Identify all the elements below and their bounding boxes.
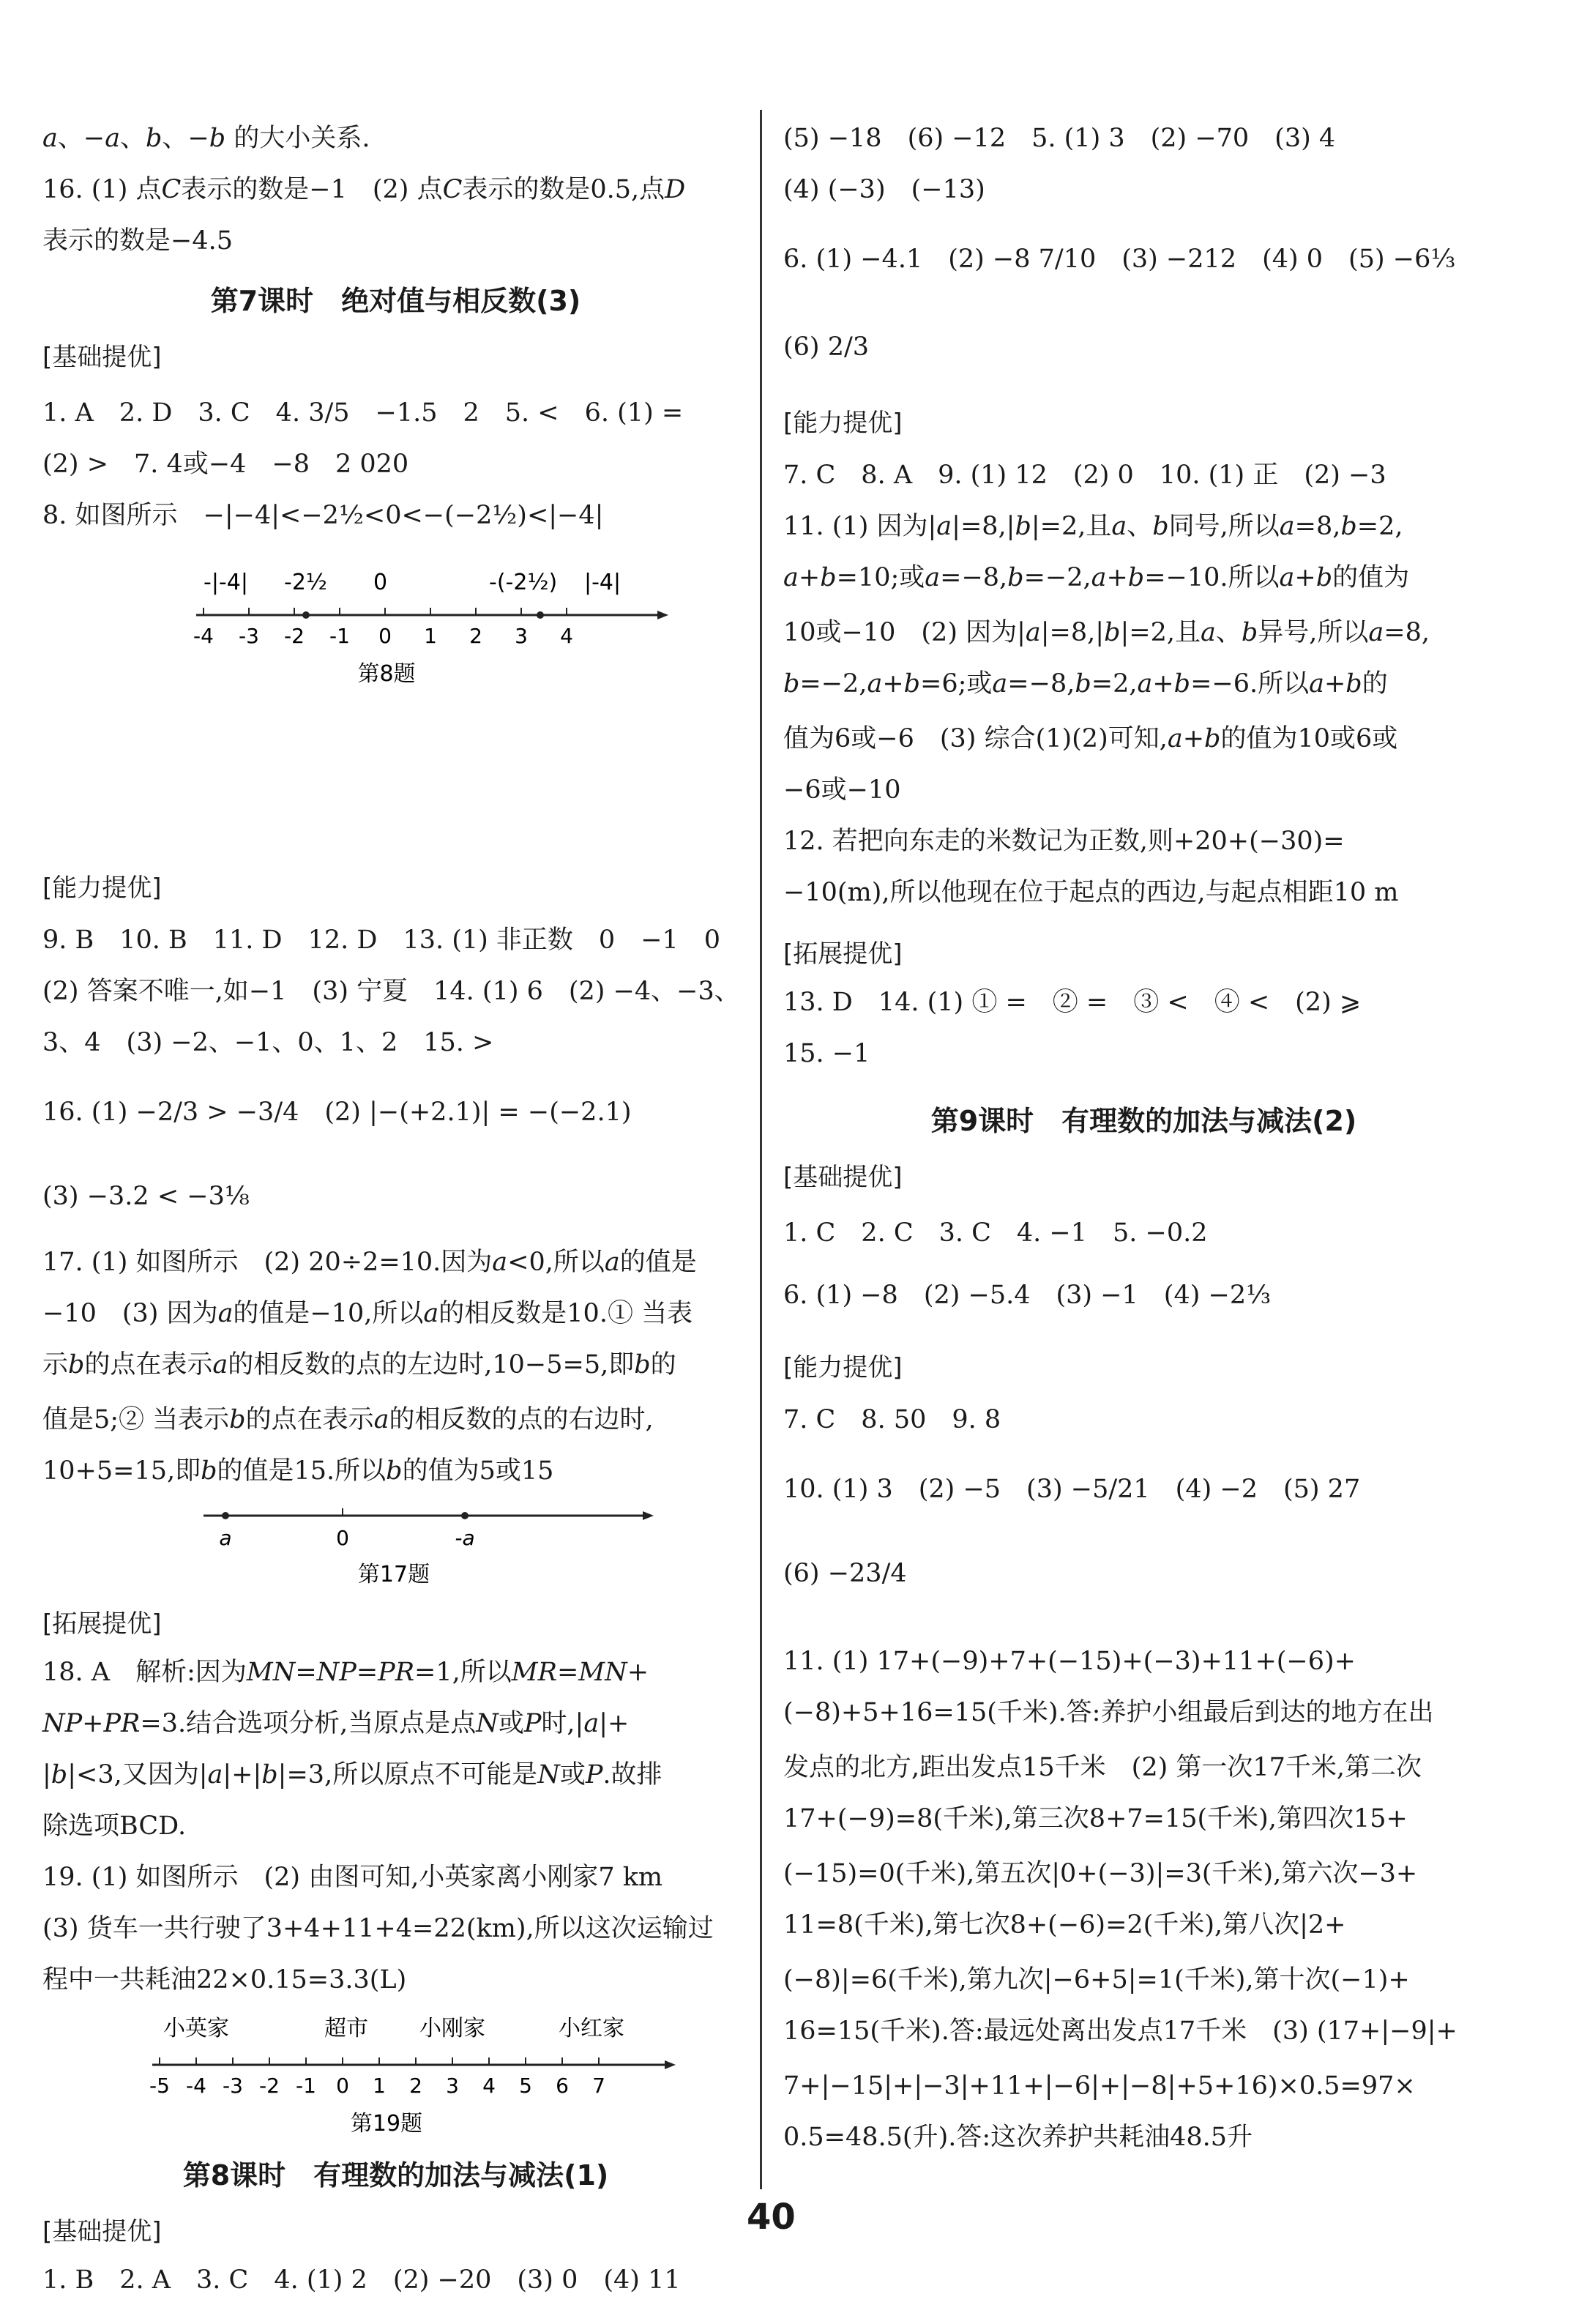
text-line: 7. C 8. A 9. (1) 12 (2) 0 10. (1) 正 (2) −3 [783, 461, 1386, 490]
text-line: 3、4 (3) −2、−1、0、1、2 15. > [42, 1028, 494, 1057]
text-line: 11=8(千米),第七次8+(−6)=2(千米),第八次|2+ [783, 1910, 1346, 1940]
tick-label: -4 [193, 624, 214, 648]
page-number: 40 [747, 2197, 796, 2238]
text-line: 1. C 2. C 3. C 4. −1 5. −0.2 [783, 1218, 1208, 1248]
section-tag: [能力提优] [783, 1353, 903, 1382]
tick-label: 0 [336, 2074, 349, 2098]
column-divider [760, 110, 762, 2189]
section-tag: [基础提优] [42, 2217, 162, 2246]
text-line: −6或−10 [783, 775, 901, 805]
tick-label: 1 [373, 2074, 386, 2098]
fig8-arrow-icon [657, 611, 668, 619]
text-line: (2) > 7. 4或−4 −8 2 020 [42, 450, 409, 479]
text-line: 除选项BCD. [42, 1811, 187, 1841]
fig17-point-a [222, 1512, 229, 1519]
tick-label: 2 [469, 624, 482, 648]
text-line: 16. (1) −2/3 > −3/4 (2) |−(+2.1)| = −(−2.1) [42, 1098, 632, 1127]
section-title-9: 第9课时 有理数的加法与减法(2) [930, 1105, 1357, 1137]
text-line: 13. D 14. (1) ① = ② = ③ < ④ < (2) ⩾ [783, 988, 1362, 1017]
text-line: 7. C 8. 50 9. 8 [783, 1405, 1001, 1434]
text-line: (3) 货车一共行驶了3+4+11+4=22(km),所以这次运输过 [42, 1914, 714, 1943]
text-line: 12. 若把向东走的米数记为正数,则+20+(−30)= [783, 827, 1345, 856]
tick-label: -2 [284, 624, 305, 648]
text-line: 17. (1) 如图所示 (2) 20÷2=10.因为𝑎<0,所以𝑎的值是 [42, 1248, 697, 1277]
tick-label: 4 [482, 2074, 496, 2098]
text-line: 10+5=15,即𝑏的值是15.所以𝑏的值为5或15 [42, 1456, 554, 1486]
text-line: |𝑏|<3,又因为|𝑎|+|𝑏|=3,所以原点不可能是𝑁或𝑃.故排 [42, 1760, 662, 1789]
text-line: 8. 如图所示 −|−4|<−2½<0<−(−2½)<|−4| [42, 501, 604, 530]
fig17-caption: 第17题 [357, 1562, 430, 1587]
text-line: 10. (1) 3 (2) −5 (3) −5/21 (4) −2 (5) 27 [783, 1475, 1361, 1504]
text-line: 6. (1) −8 (2) −5.4 (3) −1 (4) −2⅓ [783, 1281, 1272, 1310]
figure-19-number-line [138, 2006, 694, 2138]
section-tag: [能力提优] [42, 874, 162, 903]
tick-label: -3 [239, 624, 259, 648]
text-line: 19. (1) 如图所示 (2) 由图可知,小英家离小刚家7 km [42, 1863, 663, 1892]
fig17-label: a [219, 1526, 232, 1550]
text-line: (6) −23/4 [783, 1559, 907, 1588]
fig8-point [537, 611, 544, 619]
text-line: 10或−10 (2) 因为|𝑎|=8,|𝑏|=2,且𝑎、𝑏异号,所以𝑎=8, [783, 618, 1430, 647]
section-title-7: 第7课时 绝对值与相反数(3) [210, 285, 581, 317]
text-line: (6) 2/3 [783, 332, 870, 362]
text-line: 𝑏=−2,𝑎+𝑏=6;或𝑎=−8,𝑏=2,𝑎+𝑏=−6.所以𝑎+𝑏的 [783, 669, 1388, 699]
fig8-label: |-4| [584, 570, 621, 595]
figure-8-number-line [145, 549, 672, 688]
text-line: 9. B 10. B 11. D 12. D 13. (1) 非正数 0 −1 0 [42, 925, 721, 955]
figure-17-number-line [160, 1486, 672, 1589]
text-line: 6. (1) −4.1 (2) −8 7/10 (3) −212 (4) 0 (5) −6⅓ [783, 245, 1456, 274]
text-line: 7+|−15|+|−3|+11+|−6|+|−8|+5+16)×0.5=97× [783, 2071, 1416, 2101]
section-tag: [拓展提优] [42, 1609, 162, 1639]
tick-label: 3 [446, 2074, 459, 2098]
text-line: (−8)|=6(千米),第九次|−6+5|=1(千米),第十次(−1)+ [783, 1965, 1410, 1995]
text-line: (4) (−3) (−13) [783, 175, 985, 204]
fig8-label: 0 [373, 570, 388, 595]
text-line: (2) 答案不唯一,如−1 (3) 宁夏 14. (1) 6 (2) −4、−3、 [42, 977, 740, 1006]
fig19-label: 超市 [324, 2016, 368, 2041]
text-line: 𝑎、−𝑎、𝑏、−𝑏 的大小关系. [42, 124, 370, 153]
tick-label: -1 [296, 2074, 316, 2098]
fig19-label: 小英家 [163, 2016, 229, 2041]
tick-label: -2 [259, 2074, 280, 2098]
text-line: 𝑎+𝑏=10;或𝑎=−8,𝑏=−2,𝑎+𝑏=−10.所以𝑎+𝑏的值为 [783, 563, 1410, 592]
fig17-label: -a [455, 1526, 475, 1550]
text-line: (5) −18 (6) −12 5. (1) 3 (2) −70 (3) 4 [783, 124, 1336, 153]
text-line: 17+(−9)=8(千米),第三次8+7=15(千米),第四次15+ [783, 1804, 1408, 1833]
fig19-caption: 第19题 [350, 2111, 423, 2137]
text-line: 16. (1) 点𝐶表示的数是−1 (2) 点𝐶表示的数是0.5,点𝐷 [42, 175, 686, 204]
fig8-label: -|-4| [204, 570, 248, 595]
text-line: 表示的数是−4.5 [42, 226, 233, 256]
text-line: (3) −3.2 < −3⅛ [42, 1182, 250, 1211]
tick-label: -3 [223, 2074, 243, 2098]
text-line: 示𝑏的点在表示𝑎的相反数的点的左边时,10−5=5,即𝑏的 [42, 1350, 676, 1379]
section-tag: [基础提优] [783, 1163, 903, 1192]
tick-label: 7 [592, 2074, 605, 2098]
text-line: 程中一共耗油22×0.15=3.3(L) [42, 1965, 407, 1995]
text-line: 值是5;② 当表示𝑏的点在表示𝑎的相反数的点的右边时, [42, 1405, 654, 1434]
fig8-caption: 第8题 [357, 661, 416, 687]
text-line: 18. A 解析:因为𝑀𝑁=𝑁𝑃=𝑃𝑅=1,所以𝑀𝑅=𝑀𝑁+ [42, 1658, 649, 1687]
tick-label: 3 [515, 624, 528, 648]
tick-label: 1 [424, 624, 437, 648]
tick-label: -1 [329, 624, 350, 648]
text-line: 𝑁𝑃+𝑃𝑅=3.结合选项分析,当原点是点𝑁或𝑃时,|𝑎|+ [42, 1709, 630, 1738]
fig8-point [302, 611, 310, 619]
tick-label: -5 [149, 2074, 170, 2098]
fig17-arrow-icon [643, 1511, 654, 1520]
section-tag: [拓展提优] [783, 939, 903, 969]
text-line: 发点的北方,距出发点15千米 (2) 第一次17千米,第二次 [783, 1753, 1422, 1782]
text-line: 1. A 2. D 3. C 4. 3/5 −1.5 2 5. < 6. (1) = [42, 398, 684, 428]
fig8-label: -2½ [284, 570, 327, 595]
text-line: 15. −1 [783, 1039, 870, 1068]
text-line: 11. (1) 因为|𝑎|=8,|𝑏|=2,且𝑎、𝑏同号,所以𝑎=8,𝑏=2, [783, 512, 1403, 541]
tick-label: 6 [556, 2074, 569, 2098]
tick-label: 4 [560, 624, 573, 648]
text-line: −10(m),所以他现在位于起点的西边,与起点相距10 m [783, 878, 1399, 907]
section-tag: [基础提优] [42, 343, 162, 372]
text-line: 值为6或−6 (3) 综合(1)(2)可知,𝑎+𝑏的值为10或6或 [783, 724, 1398, 753]
text-line: (−8)+5+16=15(千米).答:养护小组最后到达的地方在出 [783, 1698, 1434, 1727]
tick-label: 0 [378, 624, 392, 648]
fig8-label: -(-2½) [489, 570, 558, 595]
fig19-label: 小刚家 [419, 2016, 485, 2041]
tick-label: 5 [519, 2074, 532, 2098]
text-line: 1. B 2. A 3. C 4. (1) 2 (2) −20 (3) 0 (4) 11 [42, 2265, 681, 2295]
section-tag: [能力提优] [783, 409, 903, 438]
section-title-8: 第8课时 有理数的加法与减法(1) [182, 2159, 609, 2191]
text-line: (−15)=0(千米),第五次|0+(−3)|=3(千米),第六次−3+ [783, 1859, 1418, 1888]
text-line: 16=15(千米).答:最远处离出发点17千米 (3) (17+|−9|+ [783, 2016, 1457, 2046]
fig19-label: 小红家 [559, 2016, 624, 2041]
fig17-point-neg-a [461, 1512, 469, 1519]
fig17-label: 0 [336, 1526, 349, 1550]
text-line: −10 (3) 因为𝑎的值是−10,所以𝑎的相反数是10.① 当表 [42, 1299, 693, 1328]
text-line: 11. (1) 17+(−9)+7+(−15)+(−3)+11+(−6)+ [783, 1647, 1356, 1676]
fig19-arrow-icon [665, 2060, 676, 2069]
tick-label: 2 [409, 2074, 422, 2098]
tick-label: -4 [186, 2074, 206, 2098]
text-line: 0.5=48.5(升).答:这次养护共耗油48.5升 [783, 2123, 1253, 2152]
